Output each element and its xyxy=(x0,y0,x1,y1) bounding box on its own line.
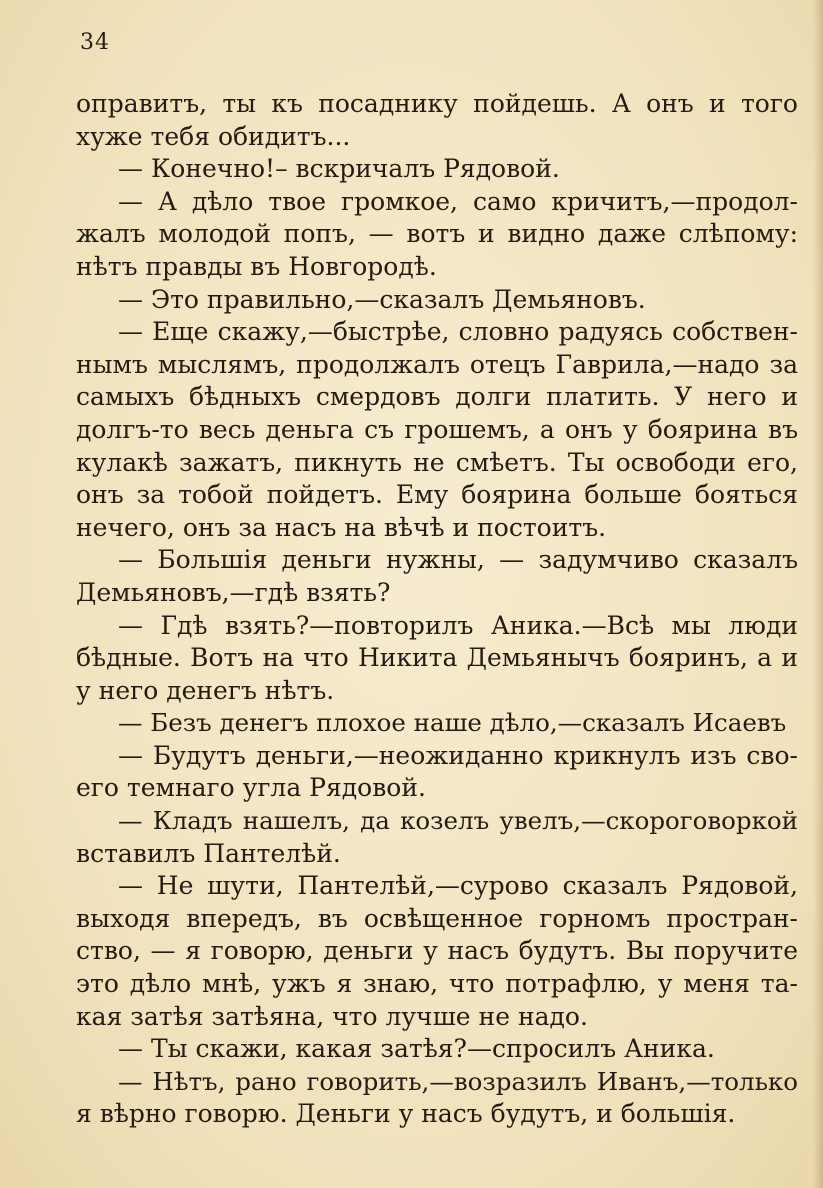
text-line: самыхъ бѣдныхъ смердовъ долги платить. У него и xyxy=(76,382,798,412)
page-number: 34 xyxy=(80,30,110,55)
text-line: — Ты скажи, какая затѣя?—спросилъ Аника. xyxy=(118,1034,715,1064)
text-line: кулакѣ зажатъ, пикнуть не смѣетъ. Ты освободи его, xyxy=(76,447,798,477)
text-line: ство, — я говорю, деньги у насъ будутъ. Вы поручите xyxy=(76,936,798,966)
text-line: нымъ мыслямъ, продолжалъ отецъ Гаврила,—надо за xyxy=(76,349,798,379)
text-line: — Нѣтъ, рано говорить,—возразилъ Иванъ,—только xyxy=(118,1066,798,1096)
text-line: — Гдѣ взять?—повторилъ Аника.—Всѣ мы люди xyxy=(118,610,798,640)
text-line: Демьяновъ,—гдѣ взять? xyxy=(76,577,391,607)
text-line: я вѣрно говорю. Деньги у насъ будутъ, и большія. xyxy=(76,1099,736,1129)
text-line: — А дѣло твое громкое, само кричитъ,—продол- xyxy=(118,186,798,216)
text-line: у него денегъ нѣтъ. xyxy=(76,675,335,705)
text-line: нѣтъ правды въ Новгородѣ. xyxy=(76,251,437,281)
text-line: нечего, онъ за насъ на вѣчѣ и постоитъ. xyxy=(76,512,607,542)
text-line: вставилъ Пантелѣй. xyxy=(76,838,341,868)
text-line: долгъ-то весь деньга съ грошемъ, а онъ у боярина въ xyxy=(76,414,798,444)
text-line: его темнаго угла Рядовой. xyxy=(76,773,426,803)
text-line: хуже тебя обидитъ... xyxy=(76,121,351,151)
text-line: — Безъ денегъ плохое наше дѣло,—сказалъ Исаевъ xyxy=(118,708,787,738)
page-edge-shadow xyxy=(813,0,823,1188)
text-line: — Будутъ деньги,—неожиданно крикнулъ изъ сво- xyxy=(118,740,798,770)
text-body xyxy=(76,88,798,1131)
text-line: — Большія деньги нужны, — задумчиво сказалъ xyxy=(118,545,798,575)
text-line: — Кладъ нашелъ, да козелъ увелъ,—скороговоркой xyxy=(118,806,798,836)
text-line: — Еще скажу,—быстрѣе, словно радуясь собствен- xyxy=(118,317,798,347)
text-line: — Конечно!– вскричалъ Рядовой. xyxy=(118,154,560,184)
text-line: бѣдные. Вотъ на что Никита Демьянычъ бояринъ, а и xyxy=(76,643,798,673)
text-line: кая затѣя затѣяна, что лучше не надо. xyxy=(76,1001,588,1031)
text-line: онъ за тобой пойдетъ. Ему боярина больше бояться xyxy=(76,480,798,510)
text-line: — Это правильно,—сказалъ Демьяновъ. xyxy=(118,284,646,314)
text-line: выходя впередъ, въ освѣщенное горномъ простран- xyxy=(76,903,798,933)
text-line: — Не шути, Пантелѣй,—сурово сказалъ Рядовой, xyxy=(118,871,798,901)
text-line: это дѣло мнѣ, ужъ я знаю, что потрафлю, у меня та- xyxy=(76,969,798,999)
text-line: оправитъ, ты къ посаднику пойдешь. А онъ и того xyxy=(76,89,798,118)
text-line: жалъ молодой попъ, — вотъ и видно даже слѣпому: xyxy=(76,219,798,249)
